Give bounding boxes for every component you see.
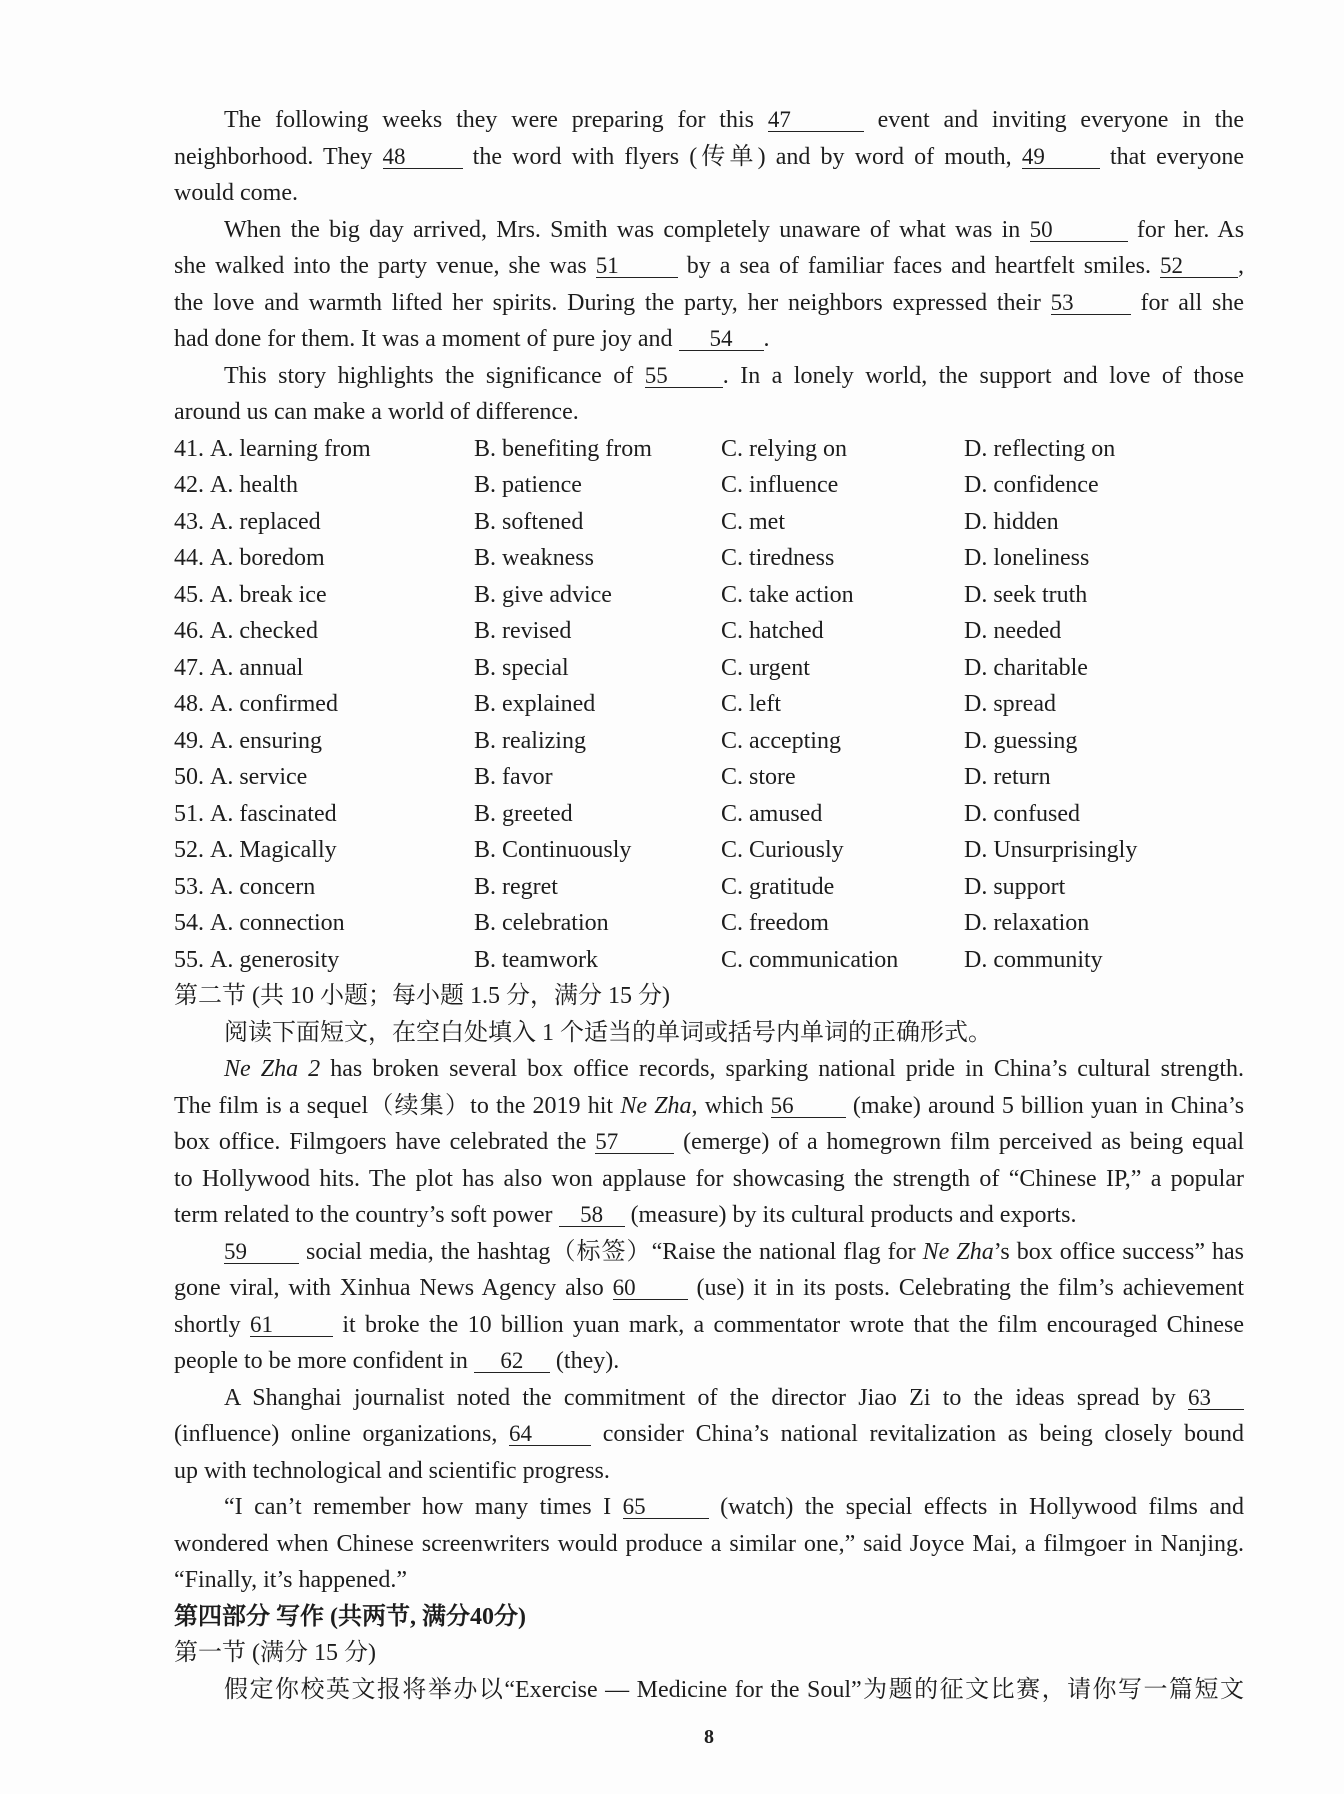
option-number: 47. — [174, 654, 204, 681]
option-b: B. realizing — [474, 727, 586, 754]
passage-line — [174, 1380, 1244, 1417]
option-row — [174, 723, 1244, 760]
cloze-line — [174, 394, 1244, 431]
line-text: social media, the hashtag（标签）“Raise the national flag for — [306, 1238, 916, 1265]
option-b: B. revised — [474, 618, 572, 644]
option-b: B. special — [474, 654, 569, 681]
film-title: Ne Zha 2 — [224, 1056, 321, 1082]
option-d: D. seek truth — [964, 581, 1088, 608]
option-row — [174, 796, 1244, 833]
blank-64: 64 — [509, 1423, 591, 1446]
line-text: event and inviting everyone in the — [877, 107, 1245, 133]
line-text: the word with flyers (传单) and by word of mouth, — [472, 143, 1012, 170]
option-number: 44. — [174, 545, 204, 571]
option-b: B. patience — [474, 472, 582, 498]
option-d: D. hidden — [964, 508, 1059, 535]
option-c: C. hatched — [721, 618, 824, 644]
line-text: for all she — [1140, 289, 1245, 316]
cloze-line — [174, 248, 1244, 285]
option-c: C. amused — [721, 800, 823, 827]
option-row — [174, 504, 1244, 541]
line-text: . In a lonely world, the support and love of those — [722, 362, 1244, 389]
line-text: ’s box office success” has — [993, 1238, 1245, 1265]
blank-65: 65 — [623, 1496, 709, 1519]
option-b: B. regret — [474, 873, 558, 900]
line-text: (they). — [555, 1348, 620, 1374]
option-a: A. annual — [210, 654, 304, 681]
cloze-line — [174, 285, 1244, 322]
blank-55: 55 — [645, 365, 723, 388]
option-d: D. community — [964, 946, 1103, 973]
section-subheading — [174, 1635, 1244, 1672]
line-text: . — [763, 326, 770, 352]
line-text: A Shanghai journalist noted the commitment of the director Jiao Zi to the ideas spread by — [224, 1384, 1176, 1411]
section-heading-text: 第二节 (共 10 小题；每小题 1.5 分，满分 15 分) — [174, 983, 670, 1009]
option-row — [174, 467, 1244, 504]
passage-line — [174, 1307, 1244, 1344]
option-number: 41. — [174, 435, 204, 462]
option-number: 48. — [174, 691, 204, 717]
option-d: D. guessing — [964, 727, 1078, 754]
option-a: A. health — [210, 472, 298, 498]
line-text: consider China’s national revitalization as being closely bound — [602, 1421, 1245, 1447]
option-d: D. support — [964, 873, 1066, 900]
option-c: C. influence — [721, 472, 839, 498]
line-text: by a sea of familiar faces and heartfelt smiles. — [686, 253, 1152, 279]
blank-51: 51 — [596, 255, 678, 278]
option-c: C. freedom — [721, 910, 829, 936]
option-c: C. gratitude — [721, 873, 835, 900]
option-b: B. teamwork — [474, 946, 598, 973]
passage-line — [174, 1489, 1244, 1526]
option-c: C. Curiously — [721, 837, 844, 863]
line-text: has broken several box office records, sparking national pride in China’s cultural strength. — [330, 1056, 1244, 1082]
option-a: A. replaced — [210, 508, 321, 535]
line-text: she walked into the party venue, she was — [174, 253, 587, 279]
passage-line — [174, 1161, 1244, 1198]
line-text: When the big day arrived, Mrs. Smith was completely unaware of what was in — [224, 216, 1021, 243]
option-row — [174, 577, 1244, 614]
option-a: A. ensuring — [210, 727, 322, 754]
option-b: B. give advice — [474, 581, 612, 608]
option-c: C. store — [721, 764, 796, 790]
option-number: 53. — [174, 873, 204, 900]
line-text: around us can make a world of difference. — [174, 399, 579, 425]
passage-line — [174, 1526, 1244, 1563]
option-d: D. Unsurprisingly — [964, 837, 1138, 863]
blank-50: 50 — [1030, 219, 1128, 242]
option-number: 50. — [174, 764, 204, 790]
option-d: D. relaxation — [964, 910, 1090, 936]
line-text: it broke the 10 billion yuan mark, a commentator wrote that the film encouraged Chinese — [342, 1311, 1244, 1338]
line-text: to Hollywood hits. The plot has also won applause for showcasing the strength of “Chinese IP,” a popular — [174, 1165, 1244, 1192]
blank-59: 59 — [224, 1241, 299, 1264]
part-heading-text: 第四部分 写作 (共两节, 满分40分) — [174, 1603, 526, 1630]
passage-line — [174, 1343, 1244, 1380]
page-number: 8 — [704, 1726, 714, 1748]
blank-61: 61 — [250, 1314, 333, 1337]
line-text: (influence) online organizations, — [174, 1421, 498, 1447]
option-number: 52. — [174, 837, 204, 863]
line-text: (use) it in its posts. Celebrating the film’s achievement — [696, 1275, 1245, 1301]
part-heading — [174, 1599, 1244, 1636]
option-b: B. celebration — [474, 910, 609, 936]
line-text: , — [1238, 253, 1245, 279]
option-row — [174, 759, 1244, 796]
option-d: D. spread — [964, 691, 1056, 717]
option-d: D. reflecting on — [964, 435, 1116, 462]
writing-prompt — [174, 1672, 1244, 1709]
option-d: D. return — [964, 764, 1051, 790]
option-a: A. generosity — [210, 946, 340, 973]
option-row — [174, 650, 1244, 687]
page-text — [174, 102, 1244, 1708]
option-a: A. service — [210, 764, 308, 790]
blank-58: 58 — [559, 1204, 625, 1227]
line-text: (emerge) of a homegrown film perceived as being equal — [683, 1129, 1245, 1155]
option-b: B. favor — [474, 764, 553, 790]
option-number: 42. — [174, 472, 204, 498]
option-b: B. weakness — [474, 545, 594, 571]
option-d: D. confused — [964, 800, 1080, 827]
blank-63: 63 — [1188, 1387, 1244, 1410]
option-b: B. Continuously — [474, 837, 632, 863]
cloze-line — [174, 175, 1244, 212]
option-row — [174, 905, 1244, 942]
line-text: wondered when Chinese screenwriters would produce a similar one,” said Joyce Mai, a filmgoer in Nanjing. — [174, 1530, 1244, 1557]
option-c: C. accepting — [721, 727, 841, 754]
option-number: 54. — [174, 910, 204, 936]
blank-47: 47 — [768, 109, 864, 132]
option-row — [174, 942, 1244, 979]
option-a: A. fascinated — [210, 800, 337, 827]
option-number: 55. — [174, 946, 204, 973]
blank-54: 54 — [679, 328, 764, 351]
option-d: D. needed — [964, 618, 1062, 644]
option-number: 46. — [174, 618, 204, 644]
option-a: A. confirmed — [210, 691, 338, 717]
option-row — [174, 613, 1244, 650]
passage-line — [174, 1088, 1244, 1125]
option-a: A. break ice — [210, 581, 327, 608]
section-instruction — [174, 1015, 1244, 1052]
option-b: B. explained — [474, 691, 596, 717]
film-title: Ne Zha — [620, 1092, 692, 1119]
film-title: Ne Zha — [922, 1238, 994, 1265]
option-a: A. concern — [210, 873, 316, 900]
line-text: had done for them. It was a moment of pure joy and — [174, 326, 673, 352]
blank-48: 48 — [383, 146, 463, 169]
line-text: (make) around 5 billion yuan in China’s — [852, 1092, 1245, 1119]
passage-line — [174, 1234, 1244, 1271]
option-number: 51. — [174, 800, 204, 827]
subheading-text: 第一节 (满分 15 分) — [174, 1640, 376, 1666]
blank-56: 56 — [771, 1095, 846, 1118]
prompt-text: 假定你校英文报将举办以“Exercise — Medicine for the Soul”为题的征文比赛，请你写一篇短文 — [224, 1676, 1244, 1703]
option-a: A. checked — [210, 618, 318, 644]
option-row — [174, 431, 1244, 468]
cloze-line — [174, 102, 1244, 139]
passage-line — [174, 1416, 1244, 1453]
line-text: that everyone — [1109, 143, 1245, 170]
line-text: for her. As — [1136, 216, 1245, 243]
option-c: C. urgent — [721, 654, 810, 681]
cloze-line — [174, 139, 1244, 176]
option-c: C. take action — [721, 581, 854, 608]
passage-line — [174, 1453, 1244, 1490]
line-text: shortly — [174, 1311, 241, 1338]
blank-53: 53 — [1051, 292, 1131, 315]
option-b: B. softened — [474, 508, 584, 535]
option-b: B. greeted — [474, 800, 573, 827]
option-c: C. communication — [721, 946, 899, 973]
option-a: A. boredom — [210, 545, 325, 571]
line-text: , which — [691, 1092, 764, 1119]
line-text: up with technological and scientific progress. — [174, 1457, 610, 1484]
line-text: This story highlights the significance of — [224, 362, 634, 389]
line-text: box office. Filmgoers have celebrated the — [174, 1129, 587, 1155]
section-heading — [174, 978, 1244, 1015]
option-d: D. loneliness — [964, 545, 1090, 571]
line-text: people to be more confident in — [174, 1348, 468, 1374]
option-c: C. relying on — [721, 435, 847, 462]
option-row — [174, 686, 1244, 723]
passage-line — [174, 1197, 1244, 1234]
option-number: 45. — [174, 581, 204, 608]
line-text: The film is a sequel（续集）to the 2019 hit — [174, 1092, 614, 1119]
cloze-line — [174, 321, 1244, 358]
line-text: gone viral, with Xinhua News Agency also — [174, 1275, 604, 1301]
line-text: would come. — [174, 180, 298, 206]
option-c: C. left — [721, 691, 781, 717]
option-a: A. connection — [210, 910, 345, 936]
option-a: A. learning from — [210, 435, 371, 462]
line-text: the love and warmth lifted her spirits. During the party, her neighbors expressed their — [174, 289, 1041, 316]
blank-62: 62 — [474, 1350, 550, 1373]
line-text: term related to the country’s soft power — [174, 1202, 553, 1228]
option-d: D. charitable — [964, 654, 1088, 681]
passage-line — [174, 1124, 1244, 1161]
line-text: (watch) the special effects in Hollywood films and — [720, 1494, 1245, 1520]
blank-52: 52 — [1160, 255, 1238, 278]
passage-line — [174, 1562, 1244, 1599]
option-row — [174, 832, 1244, 869]
option-row — [174, 540, 1244, 577]
option-b: B. benefiting from — [474, 435, 652, 462]
cloze-line — [174, 212, 1244, 249]
blank-60: 60 — [613, 1277, 688, 1300]
option-d: D. confidence — [964, 472, 1099, 498]
cloze-line — [174, 358, 1244, 395]
option-a: A. Magically — [210, 837, 337, 863]
line-text: neighborhood. They — [174, 143, 373, 170]
line-text: “Finally, it’s happened.” — [174, 1567, 408, 1593]
blank-49: 49 — [1022, 146, 1100, 169]
option-c: C. tiredness — [721, 545, 835, 571]
option-c: C. met — [721, 508, 785, 535]
option-number: 43. — [174, 508, 204, 535]
line-text: “I can’t remember how many times I — [224, 1494, 612, 1520]
passage-line — [174, 1270, 1244, 1307]
blank-57: 57 — [595, 1131, 674, 1154]
line-text: The following weeks they were preparing for this — [224, 107, 754, 133]
option-number: 49. — [174, 727, 204, 754]
line-text: (measure) by its cultural products and exports. — [630, 1202, 1077, 1228]
option-row — [174, 869, 1244, 906]
instruction-text: 阅读下面短文，在空白处填入 1 个适当的单词或括号内单词的正确形式。 — [224, 1019, 992, 1046]
passage-line — [174, 1051, 1244, 1088]
